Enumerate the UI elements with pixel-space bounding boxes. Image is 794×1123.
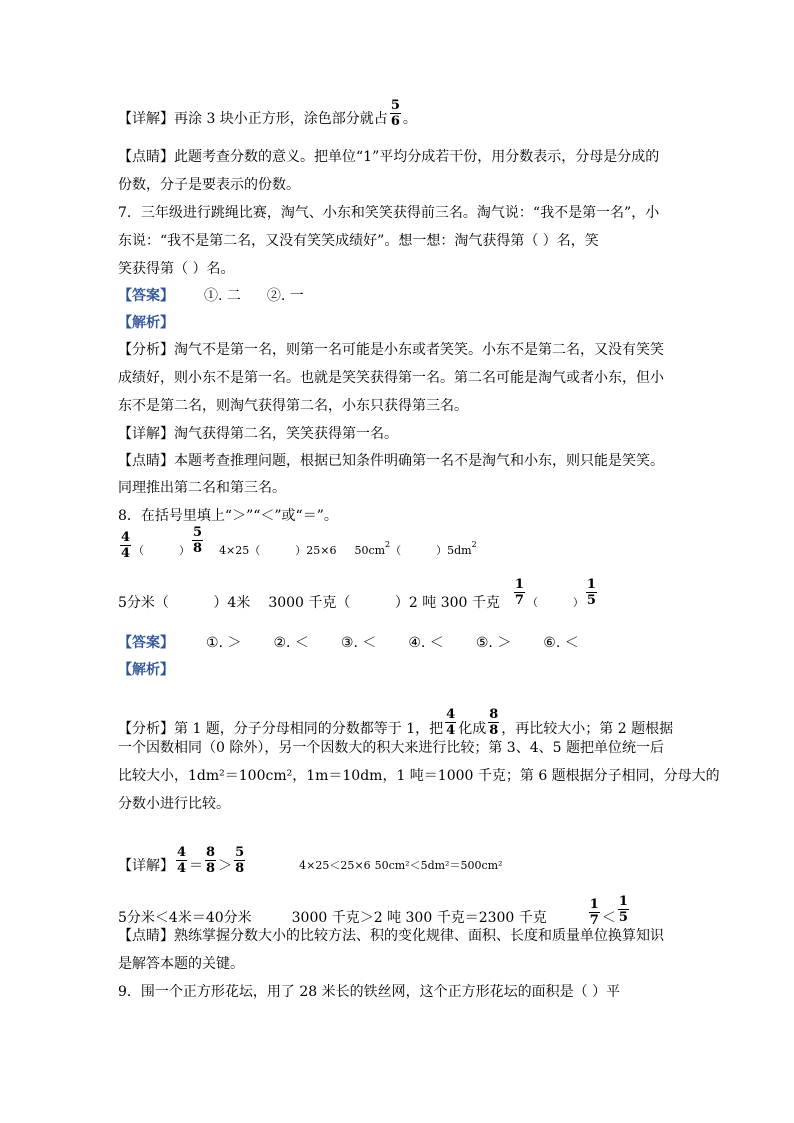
- answer-8-3: ③. ＜: [340, 635, 377, 651]
- analysis-8-line-1: [118, 707, 674, 739]
- question-7-line-3: 笑获得第（ ）名。: [118, 261, 235, 277]
- answer-8-2: ②. ＜: [273, 635, 309, 651]
- denominator: 8: [489, 723, 499, 738]
- analysis-8-line-4: 分数小进行比较。: [118, 796, 230, 812]
- label-detail: 【详解】: [118, 858, 174, 874]
- numerator: 1: [514, 577, 524, 592]
- numerator: 5: [235, 845, 245, 860]
- superscript: 2: [471, 540, 477, 549]
- numerator: 4: [121, 530, 131, 545]
- equals: ＝: [189, 858, 204, 874]
- analysis-7-line-2: 成绩好，则小东不是第一名。也就是笑笑获得第一名。第二名可能是淘气或者小东，但小: [118, 370, 664, 386]
- fraction-4-4: [445, 708, 456, 737]
- numerator: 5: [390, 98, 400, 113]
- numerator: 1: [589, 897, 599, 912]
- note-8-line-2: 是解答本题的关键。: [118, 956, 244, 972]
- denominator: 8: [206, 861, 216, 876]
- answer-8-4: ④. ＜: [408, 635, 444, 651]
- denominator: 4: [446, 723, 456, 738]
- superscript: 2: [385, 540, 391, 549]
- expr-product: 4×25（ ）25×6: [219, 544, 337, 557]
- answer-label: 【答案】: [118, 288, 174, 304]
- detail-text: 再涂 3 块小正方形，涂色部分就占: [174, 111, 388, 127]
- denominator: 5: [586, 593, 596, 608]
- fraction-5-6: [390, 99, 401, 128]
- fraction-4-4: [176, 846, 187, 875]
- detail-line-1: [118, 100, 417, 129]
- fraction-8-8: [205, 846, 216, 875]
- denominator: 7: [514, 593, 524, 608]
- analysis-label-8: 【解析】: [118, 662, 174, 678]
- fraction-1-5: [618, 895, 629, 924]
- note-8-line-1: 【点睛】熟练掌握分数大小的比较方法、积的变化规律、面积、长度和质量单位换算知识: [118, 928, 664, 944]
- blank-1: （ ）: [133, 544, 191, 557]
- denominator: 7: [589, 913, 599, 928]
- detail-7: 【详解】淘气获得第二名，笑笑获得第一名。: [118, 426, 398, 442]
- question-8: 8．在括号里填上“＞”“＜”或“＝”。: [118, 508, 338, 524]
- denominator: 4: [177, 861, 187, 876]
- numerator: 8: [206, 845, 216, 860]
- numerator: 1: [586, 577, 596, 592]
- answer-8-6: ⑥. ＜: [543, 635, 579, 651]
- analysis-7-line-1: 【分析】淘气不是第一名，则第一名可能是小东或者笑笑。小东不是第二名，又没有笑笑: [118, 342, 664, 358]
- fraction-1-5: [586, 578, 597, 607]
- fraction-4-4: [120, 531, 131, 560]
- note-line-1: 【点睛】此题考查分数的意义。把单位“1”平均分成若干份，用分数表示，分母是分成的: [118, 149, 660, 165]
- numerator: 1: [618, 894, 628, 909]
- note-7-line-2: 同理推出第二名和第三名。: [118, 480, 286, 496]
- analysis-mid: 化成: [458, 721, 487, 737]
- label-analysis: 【分析】: [118, 721, 174, 737]
- fraction-1-7: [514, 578, 525, 607]
- label-detail: 【详解】: [118, 111, 174, 127]
- greater-than: ＞: [218, 858, 233, 874]
- answer-7-1: ①. 二: [204, 288, 241, 304]
- numerator: 8: [489, 707, 499, 722]
- fraction-5-8: [234, 846, 245, 875]
- expr-area-b: （ ）5dm: [390, 544, 472, 557]
- note-line-2: 份数，分子是要表示的份数。: [118, 177, 300, 193]
- answer-8: [118, 633, 579, 653]
- detail-8-row-1: [118, 847, 502, 876]
- note-7-line-1: 【点睛】本题考查推理问题，根据已知条件明确第一名不是淘气和小东，则只能是笑笑。: [118, 453, 664, 469]
- expr-length: 5分米（ ）4米: [118, 595, 251, 611]
- question-8-row-2: [118, 577, 599, 613]
- denominator: 4: [121, 546, 131, 561]
- question-7-line-1: 7．三年级进行跳绳比赛，淘气、小东和笑笑获得前三名。淘气说：“我不是第一名”，小: [118, 205, 660, 221]
- detail-mass: 3000 千克＞2 吨 300 千克＝2300 千克: [291, 910, 547, 926]
- blank-6: （ ）: [526, 596, 584, 609]
- answer-7: [118, 286, 304, 306]
- fraction-1-7: [589, 898, 600, 927]
- answer-8-1: ①. ＞: [206, 635, 242, 651]
- detail-length: 5分米＜4米＝40分米: [118, 910, 252, 926]
- question-7-line-2: 东说：“我不是第二名，又没有笑笑成绩好”。想一想：淘气获得第（ ）名，笑: [118, 233, 599, 249]
- answer-label: 【答案】: [118, 635, 174, 651]
- denominator: 5: [618, 910, 628, 925]
- analysis-label-7: 【解析】: [118, 315, 174, 331]
- detail-area: 50cm²＜5dm²＝500cm²: [374, 859, 503, 872]
- less-than: ＜: [601, 910, 616, 926]
- numerator: 4: [177, 845, 187, 860]
- fraction-5-8: [192, 526, 203, 555]
- analysis-text: 第 1 题，分子分母相同的分数都等于 1，把: [174, 721, 444, 737]
- answer-7-2: ②. 一: [266, 288, 304, 304]
- question-8-row-1: [118, 525, 477, 561]
- denominator: 6: [390, 114, 400, 129]
- analysis-7-line-3: 东不是第二名，则淘气获得第二名，小东只获得第三名。: [118, 398, 468, 414]
- numerator: 4: [446, 707, 456, 722]
- analysis-8-line-3: 比较大小，1dm²＝100cm²，1m＝10dm，1 吨＝1000 千克；第 6 题根据分子相同，分母大的: [118, 768, 720, 784]
- denominator: 8: [235, 861, 245, 876]
- detail-8-row-2: [118, 894, 631, 928]
- answer-8-5: ⑤. ＞: [475, 635, 512, 651]
- expr-area-a: 50cm: [354, 544, 386, 557]
- expr-mass: 3000 千克（ ）2 吨 300 千克: [268, 595, 500, 611]
- denominator: 8: [193, 541, 203, 556]
- period: 。: [402, 111, 417, 127]
- analysis-tail: ，再比较大小；第 2 题根据: [501, 721, 674, 737]
- numerator: 5: [193, 525, 203, 540]
- fraction-8-8: [488, 708, 499, 737]
- question-9: 9．围一个正方形花坛，用了 28 米长的铁丝网，这个正方形花坛的面积是（ ）平: [118, 984, 621, 1000]
- analysis-8-line-2: 一个因数相同（0 除外），另一个因数大的积大来进行比较；第 3、4、5 题把单位统一后: [118, 740, 664, 756]
- detail-product: 4×25＜25×6: [299, 859, 371, 872]
